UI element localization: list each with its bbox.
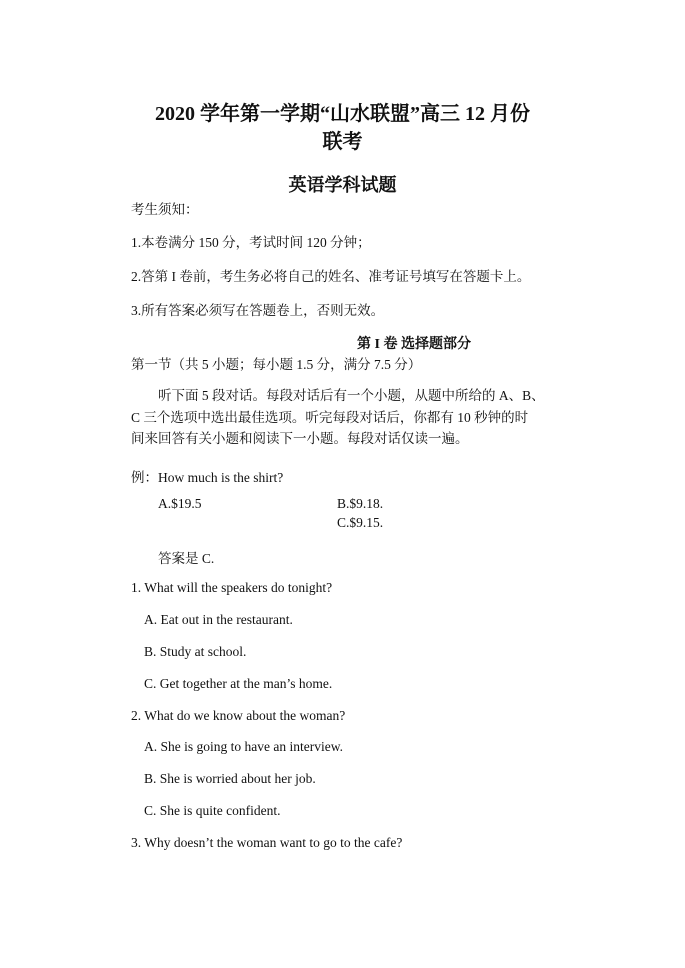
example-option-a: A.$19.5: [158, 496, 202, 511]
example-option-c: C.$9.15.: [337, 515, 384, 530]
notice-heading: 考生须知：: [131, 202, 199, 217]
question-2: 2. What do we know about the woman?: [131, 708, 346, 723]
question-3: 3. Why doesn’t the woman want to go to the cafe?: [131, 835, 403, 850]
example-answer: 答案是 C.: [158, 551, 215, 566]
question-2-option-b: B. She is worried about her job.: [144, 771, 316, 786]
instruction-line-3: 间来回答有关小题和阅读下一小题。每段对话仅读一遍。: [131, 431, 469, 446]
notice-item-3: 3.所有答案必须写在答题卷上，否则无效。: [131, 303, 385, 318]
instruction-line-2: C 三个选项中选出最佳选项。听完每段对话后，你都有 10 秒钟的时: [131, 409, 529, 425]
part-one-title: 第 I 卷 选择题部分: [357, 337, 471, 352]
exam-title-line2: 联考: [322, 131, 363, 153]
question-1-option-c: C. Get together at the man’s home.: [144, 676, 333, 691]
exam-subtitle: 英语学科试题: [288, 175, 397, 195]
example-question: 例：How much is the shirt?: [131, 470, 284, 485]
example-option-b: B.$9.18.: [337, 496, 384, 511]
notice-item-1: 1.本卷满分 150 分，考试时间 120 分钟；: [131, 235, 371, 250]
instruction-line-1: 听下面 5 段对话。每段对话后有一个小题，从题中所给的 A、B、: [158, 388, 545, 403]
question-1: 1. What will the speakers do tonight?: [131, 580, 333, 595]
exam-title-line1: 2020 学年第一学期“山水联盟”高三 12 月份: [155, 103, 530, 125]
notice-item-2: 2.答第 I 卷前，考生务必将自己的姓名、准考证号填写在答题卡上。: [131, 269, 531, 284]
listening-instructions: [131, 385, 563, 450]
question-1-option-a: A. Eat out in the restaurant.: [144, 612, 293, 627]
question-2-option-a: A. She is going to have an interview.: [144, 739, 343, 754]
question-2-option-c: C. She is quite confident.: [144, 803, 281, 818]
question-1-option-b: B. Study at school.: [144, 644, 247, 659]
subsection-heading: 第一节（共 5 小题；每小题 1.5 分，满分 7.5 分）: [131, 357, 422, 372]
